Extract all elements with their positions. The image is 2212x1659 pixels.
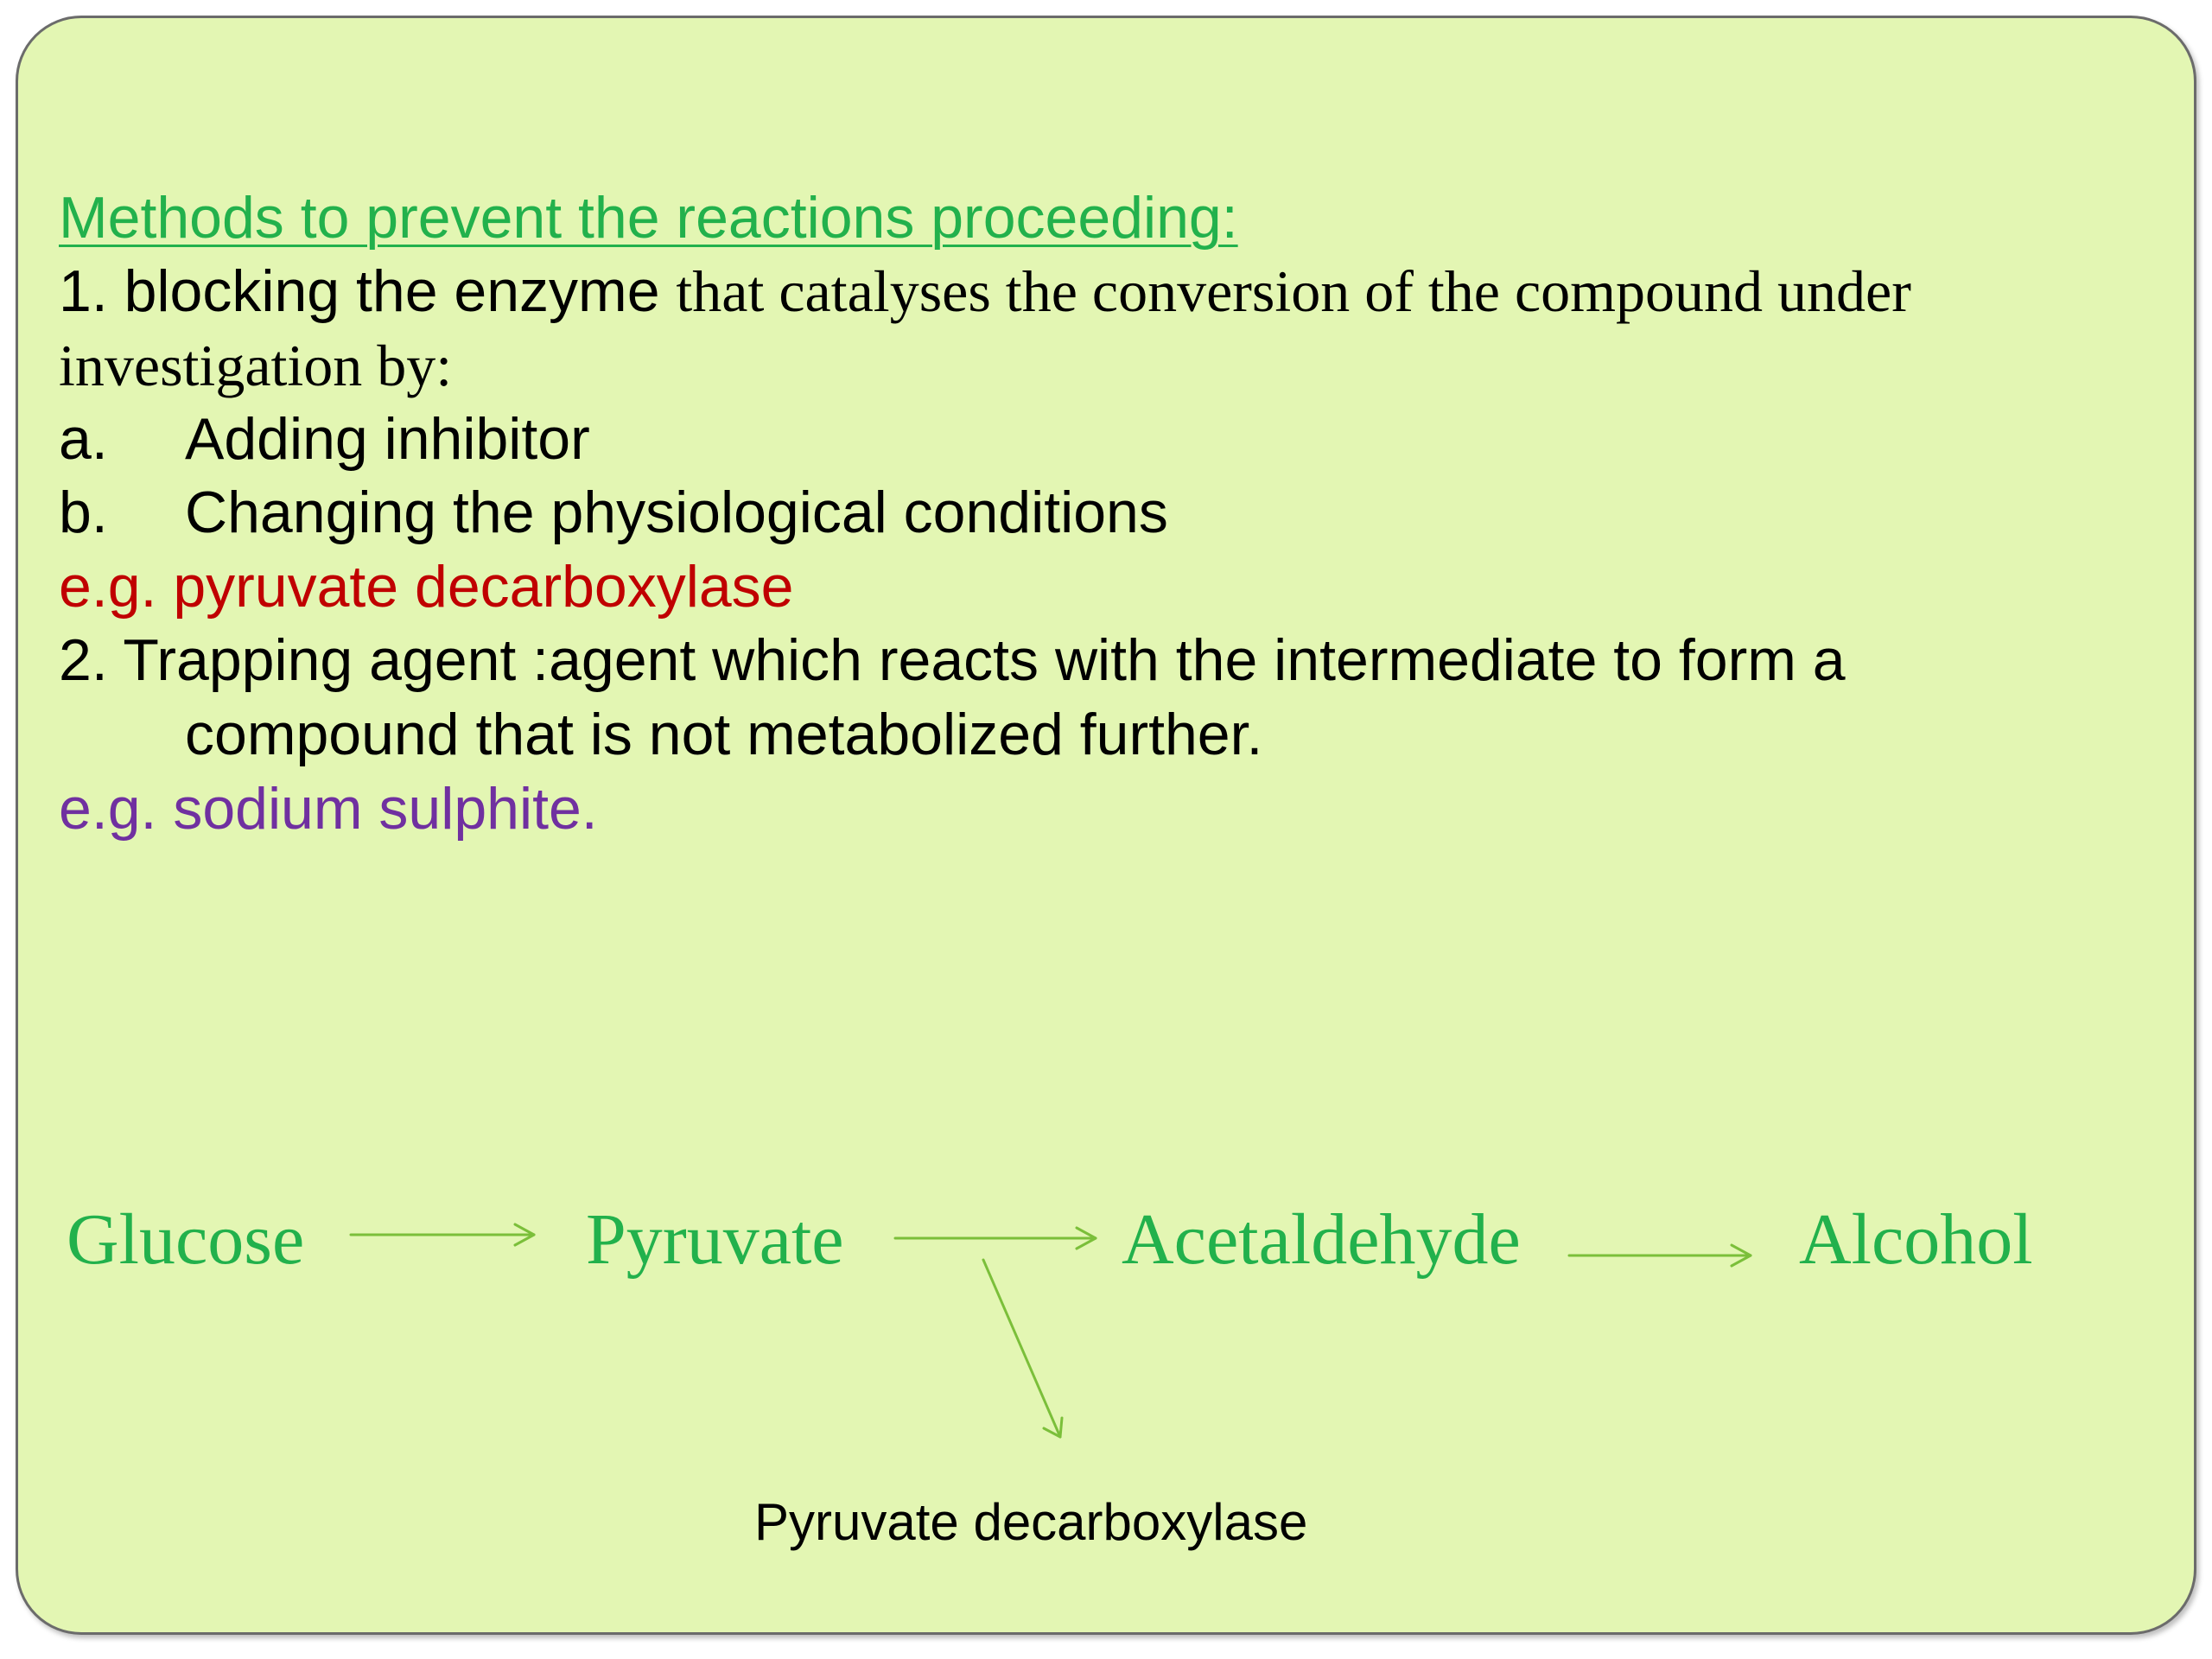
point-1-lead: 1. blocking the enzyme [59,258,677,324]
compound-glucose: Glucose [67,1199,305,1280]
arrow-pyruvate-to-acetaldehyde [895,1228,1096,1249]
example-pyruvate-decarboxylase: e.g. pyruvate decarboxylase [59,554,794,620]
point-1-rest: that catalyses the conversion of the compound under [676,258,1911,324]
sub-item-text: Adding inhibitor [185,406,590,472]
arrow-acetaldehyde-to-alcohol [1569,1245,1751,1266]
sub-item-marker: b. [59,480,108,545]
compound-acetaldehyde: Acetaldehyde [1122,1199,1521,1280]
sub-item-text: Changing the physiological conditions [185,480,1168,545]
sub-item-marker: a. [59,406,108,472]
enzyme-label: Pyruvate decarboxylase [754,1493,1308,1551]
point-2: 2. Trapping agent :agent which reacts with the intermediate to form a [59,627,1846,693]
example-sodium-sulphite: e.g. sodium sulphite. [59,776,598,842]
slide-heading: Methods to prevent the reactions proceeding: [59,185,1238,251]
compound-alcohol: Alcohol [1799,1199,2033,1280]
point-2-continuation: compound that is not metabolized further. [185,702,1263,767]
point-1-continuation: investigation by: [59,333,453,398]
arrow-pyruvate-branch [983,1260,1062,1437]
arrow-glucose-to-pyruvate [351,1224,534,1245]
compound-pyruvate: Pyruvate [586,1199,844,1280]
